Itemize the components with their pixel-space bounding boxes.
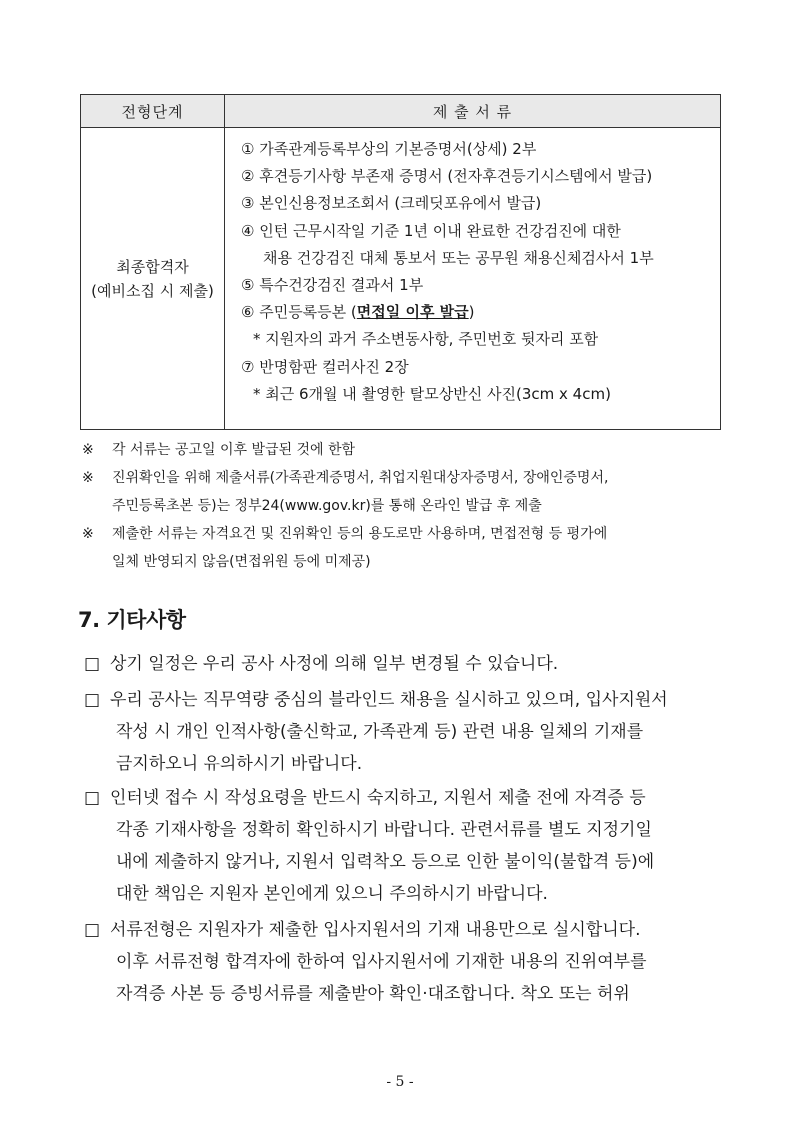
note-text: 각 서류는 공고일 이후 발급된 것에 한함 [112, 442, 356, 458]
doc-item-text-end: ) [468, 303, 475, 322]
stage-cell [81, 128, 225, 430]
doc-item: ④ 인턴 근무시작일 기준 1년 이내 완료한 건강검진에 대한 [241, 221, 621, 240]
table-row [81, 128, 721, 430]
list-item [84, 648, 724, 680]
item-line: 상기 일정은 우리 공사 사정에 의해 일부 변경될 수 있습니다. [110, 654, 559, 674]
list-item [84, 914, 724, 1010]
item-line: 금지하오니 유의하시기 바랍니다. [116, 754, 363, 774]
documents-cell [225, 128, 721, 430]
doc-item: ③ 본인신용정보조회서 (크레딧포유에서 발급) [241, 194, 542, 213]
note-text: 주민등록초본 등)는 정부24(www.gov.kr)를 통해 온라인 발급 후 제출 [112, 498, 542, 514]
section-title: 7. 기타사항 [78, 608, 186, 632]
note-mark: ※ [82, 442, 94, 458]
checkbox-bullet-icon: □ [84, 654, 101, 674]
doc-item-text: ⑥ 주민등록등본 ( [241, 303, 357, 322]
doc-item: ② 후견등기사항 부존재 증명서 (전자후견등기시스템에서 발급) [241, 167, 653, 186]
item-line: 내에 제출하지 않거나, 지원서 입력착오 등으로 인한 불이익(불합격 등)에 [116, 852, 655, 872]
list-item [84, 684, 724, 780]
checkbox-bullet-icon: □ [84, 788, 101, 808]
note-item [82, 520, 724, 576]
item-line: 우리 공사는 직무역량 중심의 블라인드 채용을 실시하고 있으며, 입사지원서 [110, 690, 668, 710]
note-text: 제출한 서류는 자격요건 및 진위확인 등의 용도로만 사용하며, 면접전형 등 평가에 [112, 526, 608, 542]
doc-item [241, 299, 720, 326]
note-item [82, 464, 724, 520]
stage-label: 최종합격자 [116, 257, 189, 276]
doc-item: ① 가족관계등록부상의 기본증명서(상세) 2부 [241, 140, 537, 158]
items-list [84, 648, 724, 1010]
doc-item: ⑤ 특수건강검진 결과서 1부 [241, 275, 424, 294]
item-line: 이후 서류전형 합격자에 한하여 입사지원서에 기재한 내용의 진위여부를 [116, 952, 647, 972]
checkbox-bullet-icon: □ [84, 920, 101, 940]
note-mark: ※ [82, 526, 94, 542]
documents-table [80, 94, 721, 430]
header-stage: 전형단계 [81, 95, 225, 128]
notes-list [82, 436, 724, 576]
header-documents: 제 출 서 류 [225, 95, 721, 128]
list-item [84, 782, 724, 910]
item-line: 각종 기재사항을 정확히 확인하시기 바랍니다. 관련서류를 별도 지정기일 [116, 820, 652, 840]
stage-note: (예비소집 시 제출) [91, 281, 214, 300]
table-header-row [81, 95, 721, 128]
item-line: 대한 책임은 지원자 본인에게 있으니 주의하시기 바랍니다. [116, 884, 548, 904]
doc-item-emphasis: 면접일 이후 발급 [356, 303, 469, 322]
note-text: 일체 반영되지 않음(면접위원 등에 미제공) [112, 554, 371, 570]
page-number: - 5 - [386, 1074, 414, 1090]
doc-subnote: * 최근 6개월 내 촬영한 탈모상반신 사진(3cm x 4cm) [253, 384, 611, 403]
doc-subnote: * 지원자의 과거 주소변동사항, 주민번호 뒷자리 포함 [253, 330, 599, 349]
doc-item-continuation: 채용 건강검진 대체 통보서 또는 공무원 채용신체검사서 1부 [263, 248, 654, 267]
checkbox-bullet-icon: □ [84, 690, 101, 710]
item-line: 작성 시 개인 인적사항(출신학교, 가족관계 등) 관련 내용 일체의 기재를 [116, 722, 644, 742]
item-line: 자격증 사본 등 증빙서류를 제출받아 확인·대조합니다. 착오 또는 허위 [116, 984, 630, 1004]
item-line: 인터넷 접수 시 작성요령을 반드시 숙지하고, 지원서 제출 전에 자격증 등 [110, 788, 646, 808]
note-item [82, 436, 724, 464]
note-mark: ※ [82, 470, 94, 486]
note-text: 진위확인을 위해 제출서류(가족관계증명서, 취업지원대상자증명서, 장애인증명서, [112, 470, 609, 486]
doc-item: ⑦ 반명함판 컬러사진 2장 [241, 357, 409, 376]
item-line: 서류전형은 지원자가 제출한 입사지원서의 기재 내용만으로 실시합니다. [110, 920, 641, 940]
